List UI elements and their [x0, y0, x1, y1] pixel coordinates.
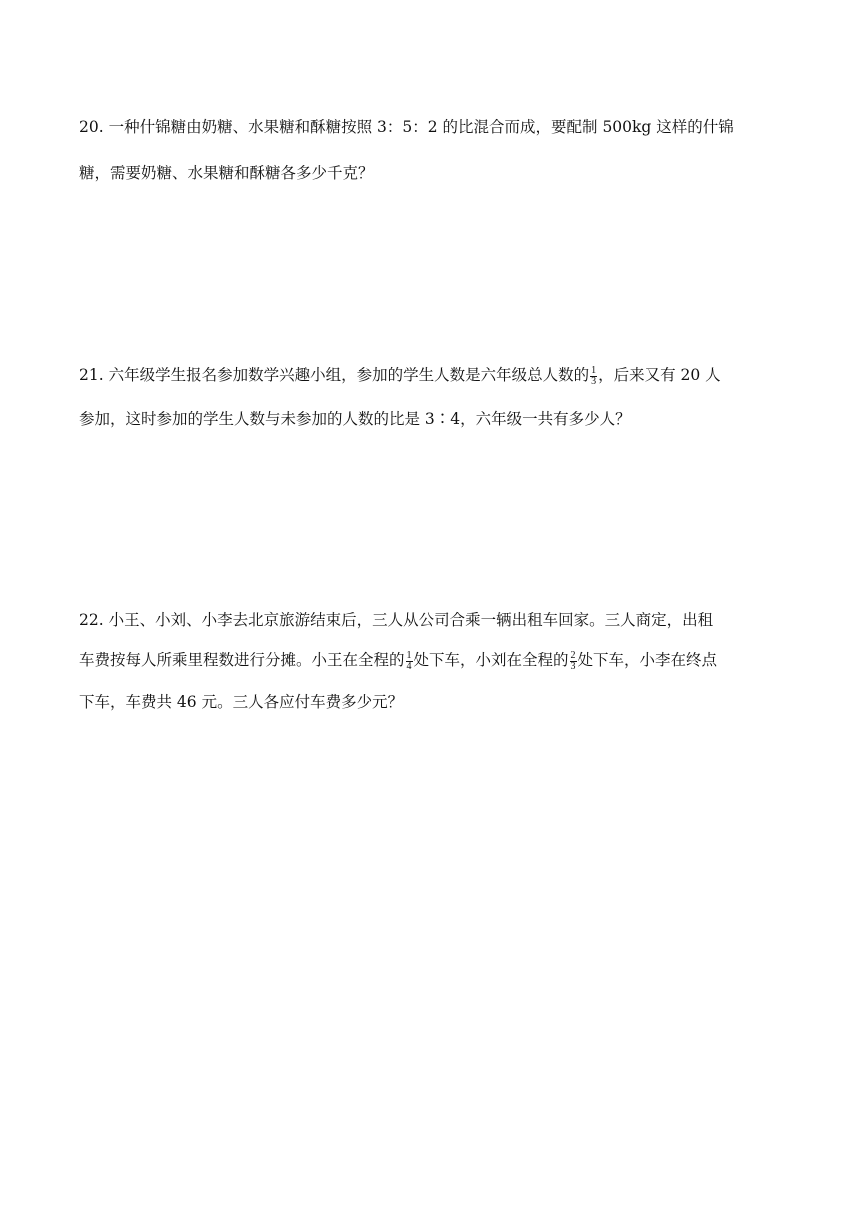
- fraction-numerator: 1: [591, 364, 597, 376]
- question-text: 下车，车费共 46 元。三人各应付车费多少元？: [79, 693, 404, 711]
- question-text: 车费按每人所乘里程数进行分摊。小王在全程的: [79, 651, 405, 669]
- question-line: [79, 606, 782, 634]
- fraction: [570, 651, 577, 672]
- question-22: [79, 606, 782, 716]
- fraction-denominator: 3: [591, 375, 597, 387]
- question-21: [79, 361, 782, 433]
- question-text: 参加，这时参加的学生人数与未参加的人数的比是 3∶4，六年级一共有多少人？: [79, 410, 631, 428]
- question-line: [79, 113, 782, 141]
- fraction-numerator: 1: [406, 649, 412, 661]
- question-text: 22. 小王、小刘、小李去北京旅游结束后，三人从公司合乘一辆出租车回家。三人商定，出租: [79, 611, 714, 629]
- question-20: [79, 113, 782, 187]
- fraction-denominator: 4: [406, 660, 412, 672]
- question-line: [79, 159, 782, 187]
- question-line: [79, 405, 782, 433]
- question-text: 21. 六年级学生报名参加数学兴趣小组，参加的学生人数是六年级总人数的: [79, 366, 590, 384]
- fraction-numerator: 2: [570, 649, 576, 661]
- fraction-denominator: 3: [570, 660, 576, 672]
- question-line: [79, 646, 782, 674]
- question-text: 糖，需要奶糖、水果糖和酥糖各多少千克？: [79, 164, 374, 182]
- question-line: [79, 688, 782, 716]
- fraction: [406, 651, 413, 672]
- question-text: 处下车，小刘在全程的: [413, 651, 569, 669]
- question-line: [79, 361, 782, 389]
- question-text: ，后来又有 20 人: [598, 366, 721, 384]
- question-text: 处下车，小李在终点: [577, 651, 718, 669]
- fraction: [590, 366, 597, 387]
- question-text: 20. 一种什锦糖由奶糖、水果糖和酥糖按照 3：5：2 的比混合而成，要配制 500kg 这样的什锦: [79, 118, 734, 136]
